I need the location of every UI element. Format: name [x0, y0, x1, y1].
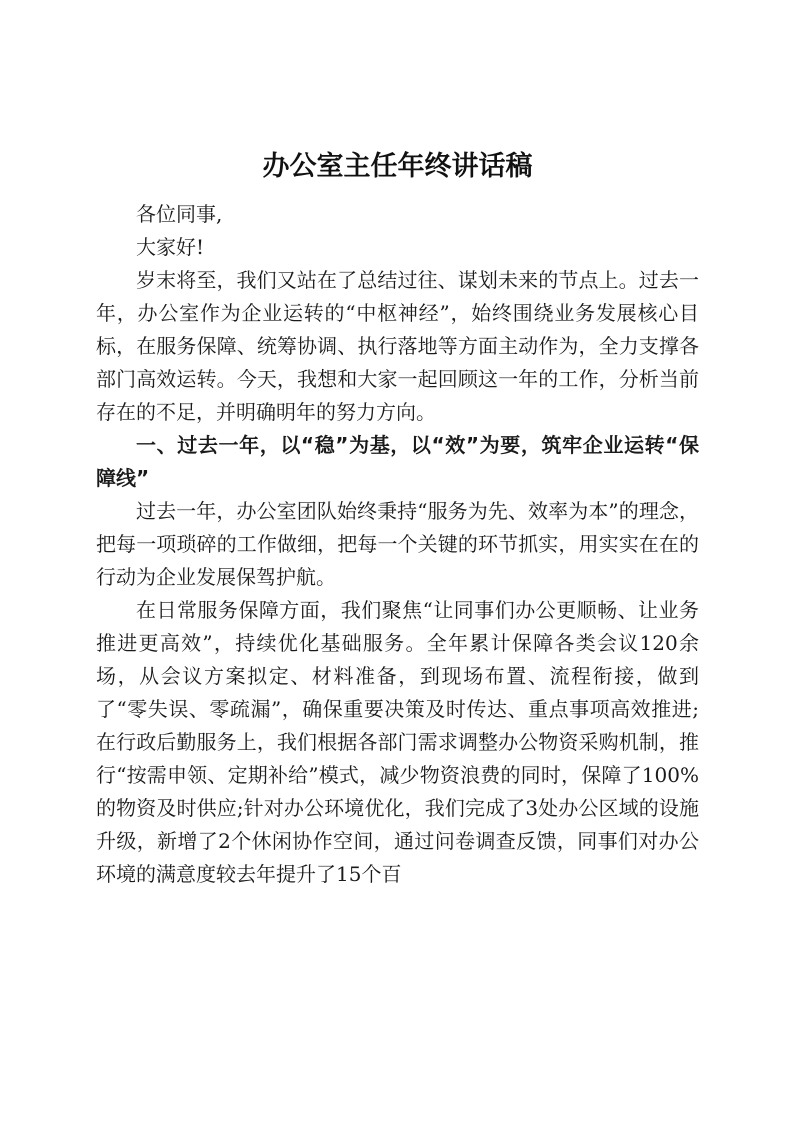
section-1-paragraph-2: 在日常服务保障方面，我们聚焦“让同事们办公更顺畅、让业务推进更高效”，持续优化基础服务。全年累计保障各类会议120余场，从会议方案拟定、材料准备，到现场布置、流程衔接，做到了“零失误、零疏漏”，确保重要决策及时传达、重点事项高效推进;在行政后勤服务上，我们根据各部门需求调整办公物资采购机制，推行“按需申领、定期补给”模式，减少物资浪费的同时，保障了100%的物资及时供应;针对办公环境优化，我们完成了3处办公区域的设施升级，新增了2个休闲协作空间，通过问卷调查反馈，同事们对办公环境的满意度较去年提升了15个百 [96, 598, 699, 886]
section-1-paragraph-1: 过去一年，办公室团队始终秉持“服务为先、效率为本”的理念，把每一项琐碎的工作做细，把每一个关键的环节抓实，用实实在在的行动为企业发展保驾护航。 [96, 499, 699, 589]
document-body [96, 146, 699, 891]
section-heading-1: 一、过去一年，以“稳”为基，以“效”为要，筑牢企业运转“保障线” [96, 433, 699, 490]
greeting: 大家好! [136, 235, 205, 259]
intro-paragraph: 岁末将至，我们又站在了总结过往、谋划未来的节点上。过去一年，办公室作为企业运转的“中枢神经”，始终围绕业务发展核心目标，在服务保障、统筹协调、执行落地等方面主动作为，全力支撑各部门高效运转。今天，我想和大家一起回顾这一年的工作，分析当前存在的不足，并明确明年的努力方向。 [96, 268, 699, 424]
document-title: 办公室主任年终讲话稿 [262, 151, 533, 182]
salutation: 各位同事, [136, 202, 223, 226]
